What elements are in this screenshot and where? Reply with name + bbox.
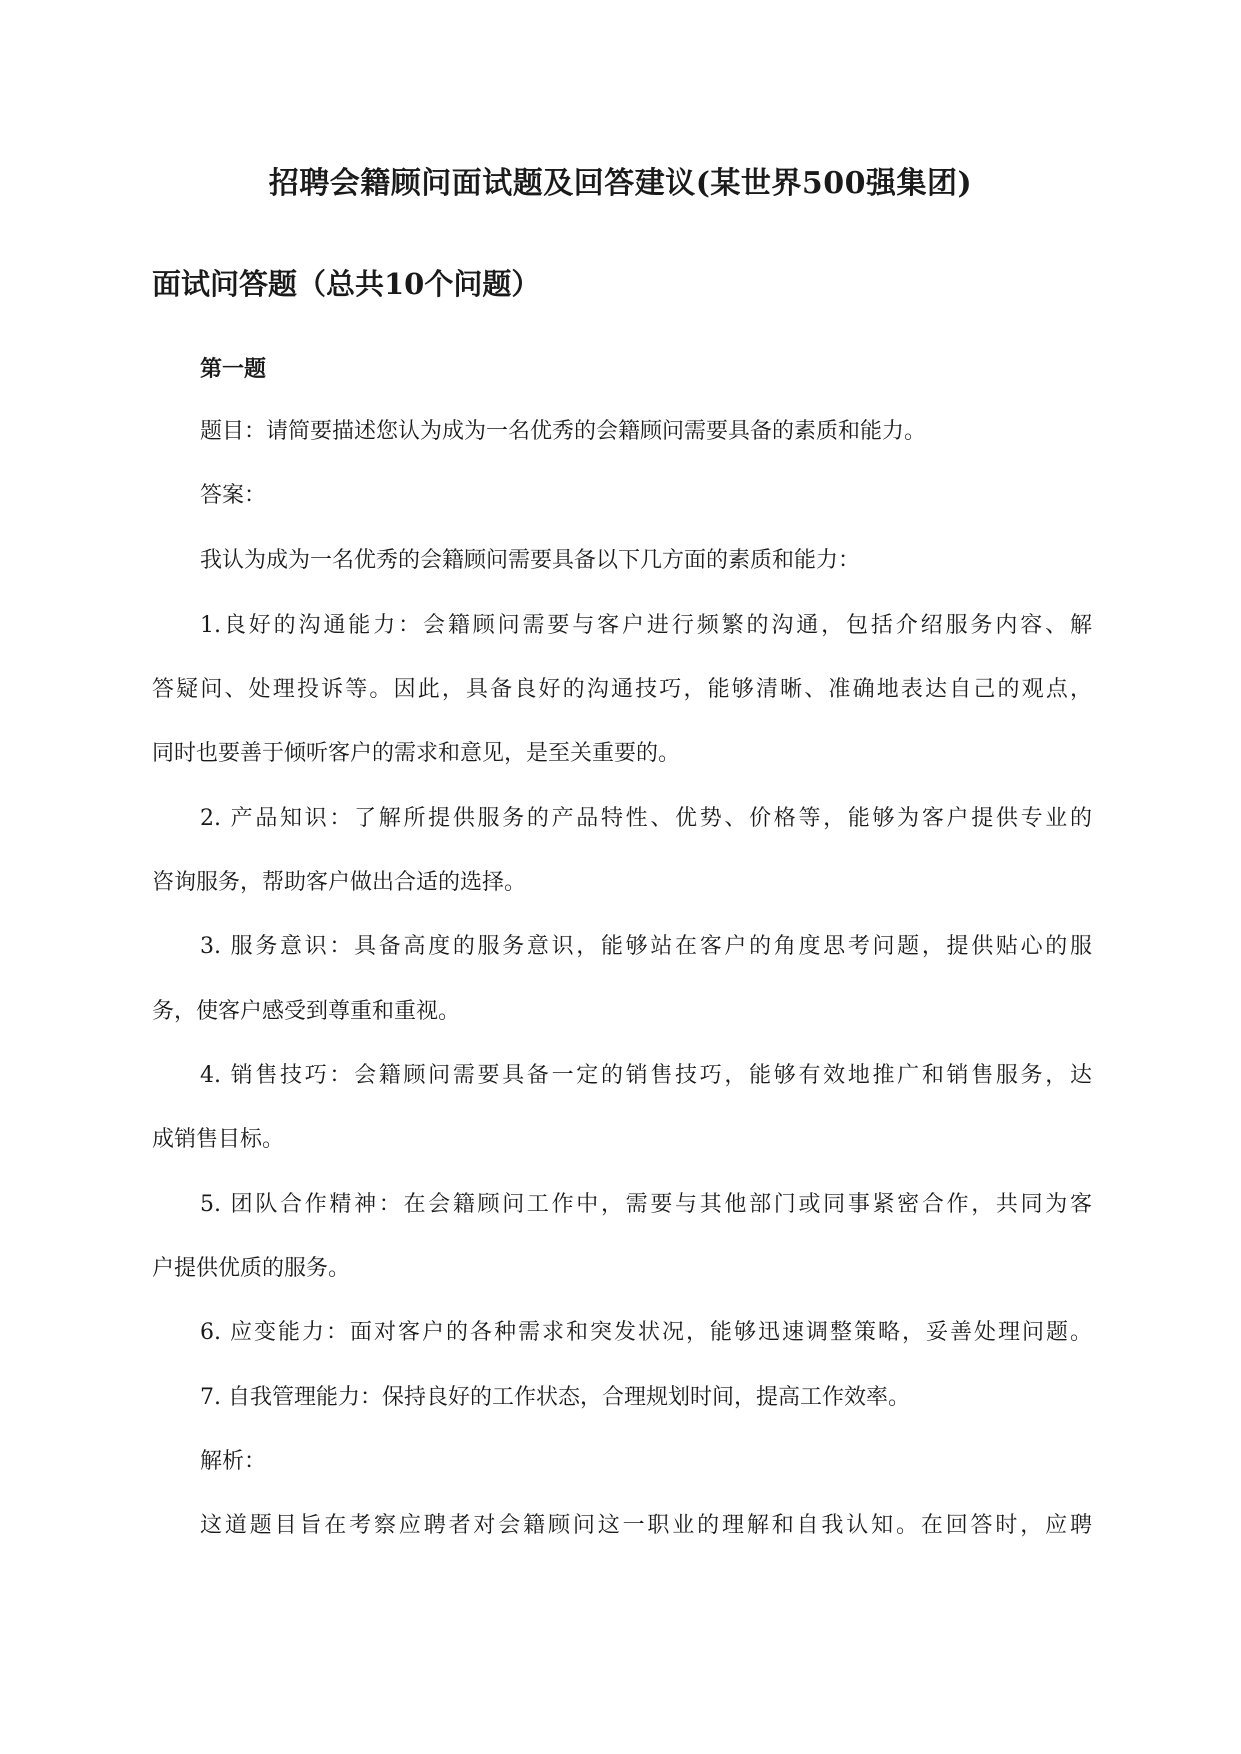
answer-point-line: 咨询服务，帮助客户做出合适的选择。 <box>152 870 527 895</box>
answer-point-line: 4. 销售技巧：会籍顾问需要具备一定的销售技巧，能够有效地推广和销售服务，达 <box>200 1063 1092 1088</box>
answer-point-line: 同时也要善于倾听客户的需求和意见，是至关重要的。 <box>152 741 681 766</box>
answer-point-line: 答疑问、处理投诉等。因此，具备良好的沟通技巧，能够清晰、准确地表达自己的观点， <box>152 677 1092 702</box>
question-prompt: 题目：请简要描述您认为成为一名优秀的会籍顾问需要具备的素质和能力。 <box>200 419 927 444</box>
answer-point-line: 6. 应变能力：面对客户的各种需求和突发状况，能够迅速调整策略，妥善处理问题。 <box>200 1320 1092 1345</box>
answer-point-line: 户提供优质的服务。 <box>152 1256 351 1281</box>
question-heading: 第一题 <box>200 356 267 382</box>
answer-point-line: 2. 产品知识：了解所提供服务的产品特性、优势、价格等，能够为客户提供专业的 <box>200 806 1092 831</box>
answer-point-line: 成销售目标。 <box>152 1127 285 1152</box>
answer-point-line: 务，使客户感受到尊重和重视。 <box>152 999 461 1024</box>
answer-point-line: 3. 服务意识：具备高度的服务意识，能够站在客户的角度思考问题，提供贴心的服 <box>200 934 1092 959</box>
answer-intro: 我认为成为一名优秀的会籍顾问需要具备以下几方面的素质和能力： <box>200 548 861 573</box>
answer-point-line: 7. 自我管理能力：保持良好的工作状态，合理规划时间，提高工作效率。 <box>200 1385 910 1410</box>
answer-point-line: 1.良好的沟通能力：会籍顾问需要与客户进行频繁的沟通，包括介绍服务内容、解 <box>200 613 1092 638</box>
answer-point-line: 5. 团队合作精神：在会籍顾问工作中，需要与其他部门或同事紧密合作，共同为客 <box>200 1192 1092 1217</box>
section-title: 面试问答题（总共10个问题） <box>152 267 541 301</box>
analysis-label: 解析： <box>200 1449 267 1474</box>
answer-label: 答案： <box>200 483 267 508</box>
document-title: 招聘会籍顾问面试题及回答建议(某世界500强集团) <box>268 166 973 201</box>
analysis-text: 这道题目旨在考察应聘者对会籍顾问这一职业的理解和自我认知。在回答时，应聘 <box>200 1513 1092 1538</box>
